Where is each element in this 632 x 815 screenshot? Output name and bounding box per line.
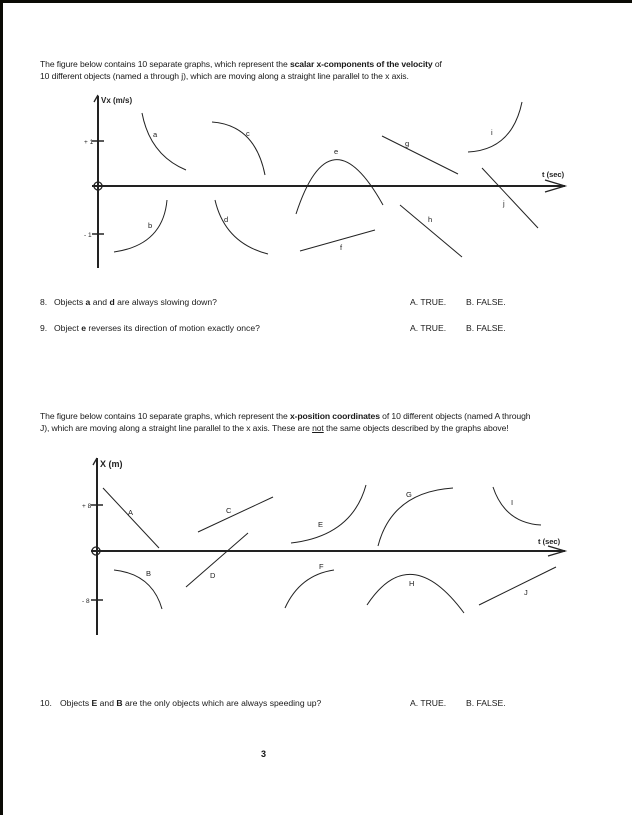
q9-option-false[interactable]: B. FALSE.: [466, 323, 506, 333]
label-g: g: [405, 139, 410, 148]
question-text: are always slowing down?: [114, 297, 217, 307]
label-G: G: [406, 490, 412, 499]
position-graph: [91, 458, 565, 635]
curve-D: [186, 533, 248, 587]
intro-underlined-text: not: [312, 423, 324, 433]
intro-text: The figure below contains 10 separate graphs, which represent the: [40, 411, 290, 421]
label-D: D: [210, 571, 216, 580]
vx-axis-label: Vx (m/s): [101, 96, 133, 105]
question-text: are the only objects which are always speeding up?: [122, 698, 322, 708]
curve-d: [215, 200, 268, 254]
label-A: A: [128, 508, 134, 517]
question-text: Objects: [60, 698, 92, 708]
curve-h: [400, 205, 462, 257]
label-f: f: [340, 243, 343, 252]
curve-C: [198, 497, 273, 532]
question-text: Object: [54, 323, 82, 333]
curve-E: [291, 485, 366, 543]
intro-text: J), which are moving along a straight line parallel to the x axis. These are: [40, 423, 313, 433]
label-b: b: [148, 221, 153, 230]
tick-label-pos: + 8: [82, 503, 92, 510]
q8-option-true[interactable]: A. TRUE.: [410, 297, 447, 307]
t-axis-label: t (sec): [542, 170, 565, 179]
label-J: J: [524, 588, 528, 597]
label-C: C: [226, 506, 232, 515]
question-8: [40, 297, 217, 307]
object-name: d: [109, 297, 115, 307]
intro-bold-text: scalar x-components of the velocity: [289, 59, 433, 69]
question-number: 8.: [40, 297, 48, 307]
curve-a: [142, 113, 186, 170]
object-name: B: [116, 698, 123, 708]
intro-text: of 10 different objects (named A through: [379, 411, 531, 421]
label-a: a: [153, 130, 158, 139]
curve-H: [367, 574, 464, 613]
question-number: 10.: [40, 698, 52, 708]
label-B: B: [146, 569, 152, 578]
question-number: 9.: [40, 323, 48, 333]
intro-text: of: [432, 59, 442, 69]
tick-label-neg: - 1: [84, 232, 92, 239]
curve-G: [378, 488, 453, 546]
curve-J: [479, 567, 556, 605]
tick-label-neg: - 8: [82, 598, 90, 605]
question-10: [40, 698, 321, 708]
curve-F: [285, 570, 334, 608]
label-h: h: [428, 215, 433, 224]
label-F: F: [319, 562, 324, 571]
intro-bold-text: x-position coordinates: [289, 411, 380, 421]
object-name: a: [85, 297, 91, 307]
curve-b: [114, 200, 167, 252]
t-axis-label: t (sec): [538, 537, 561, 546]
x-axis-label: X (m): [100, 459, 123, 469]
curve-B: [114, 570, 162, 609]
curve-I: [493, 487, 541, 525]
q10-option-true[interactable]: A. TRUE.: [410, 698, 447, 708]
position-graphs-intro: [40, 410, 610, 434]
curve-c: [212, 122, 265, 175]
label-H: H: [409, 579, 415, 588]
label-e: e: [334, 147, 339, 156]
tick-label-pos: + 1: [84, 139, 94, 146]
q8-option-false[interactable]: B. FALSE.: [466, 297, 506, 307]
curve-j: [482, 168, 538, 228]
q10-option-false[interactable]: B. FALSE.: [466, 698, 506, 708]
question-text: Objects: [54, 297, 86, 307]
page-number: 3: [261, 749, 267, 759]
intro-text: the same objects described by the graphs above!: [323, 423, 509, 433]
q9-option-true[interactable]: A. TRUE.: [410, 323, 447, 333]
question-text: reverses its direction of motion exactly once?: [86, 323, 260, 333]
intro-text: 10 different objects (named a through j), which are moving along a straight line parallel to the x axis.: [40, 71, 409, 81]
curve-g: [382, 136, 458, 174]
question-text: and: [90, 297, 110, 307]
label-E: E: [318, 520, 324, 529]
label-c: c: [246, 129, 250, 138]
label-j: j: [503, 199, 505, 208]
label-d: d: [224, 215, 229, 224]
curve-A: [103, 488, 159, 548]
curve-f: [300, 230, 375, 251]
question-text: and: [97, 698, 117, 708]
intro-text: The figure below contains 10 separate graphs, which represent the: [40, 59, 290, 69]
curve-i: [468, 102, 522, 152]
object-name: e: [81, 323, 87, 333]
question-9: [40, 323, 260, 333]
label-i: i: [491, 128, 493, 137]
label-I: I: [511, 498, 514, 507]
object-name: E: [91, 698, 98, 708]
